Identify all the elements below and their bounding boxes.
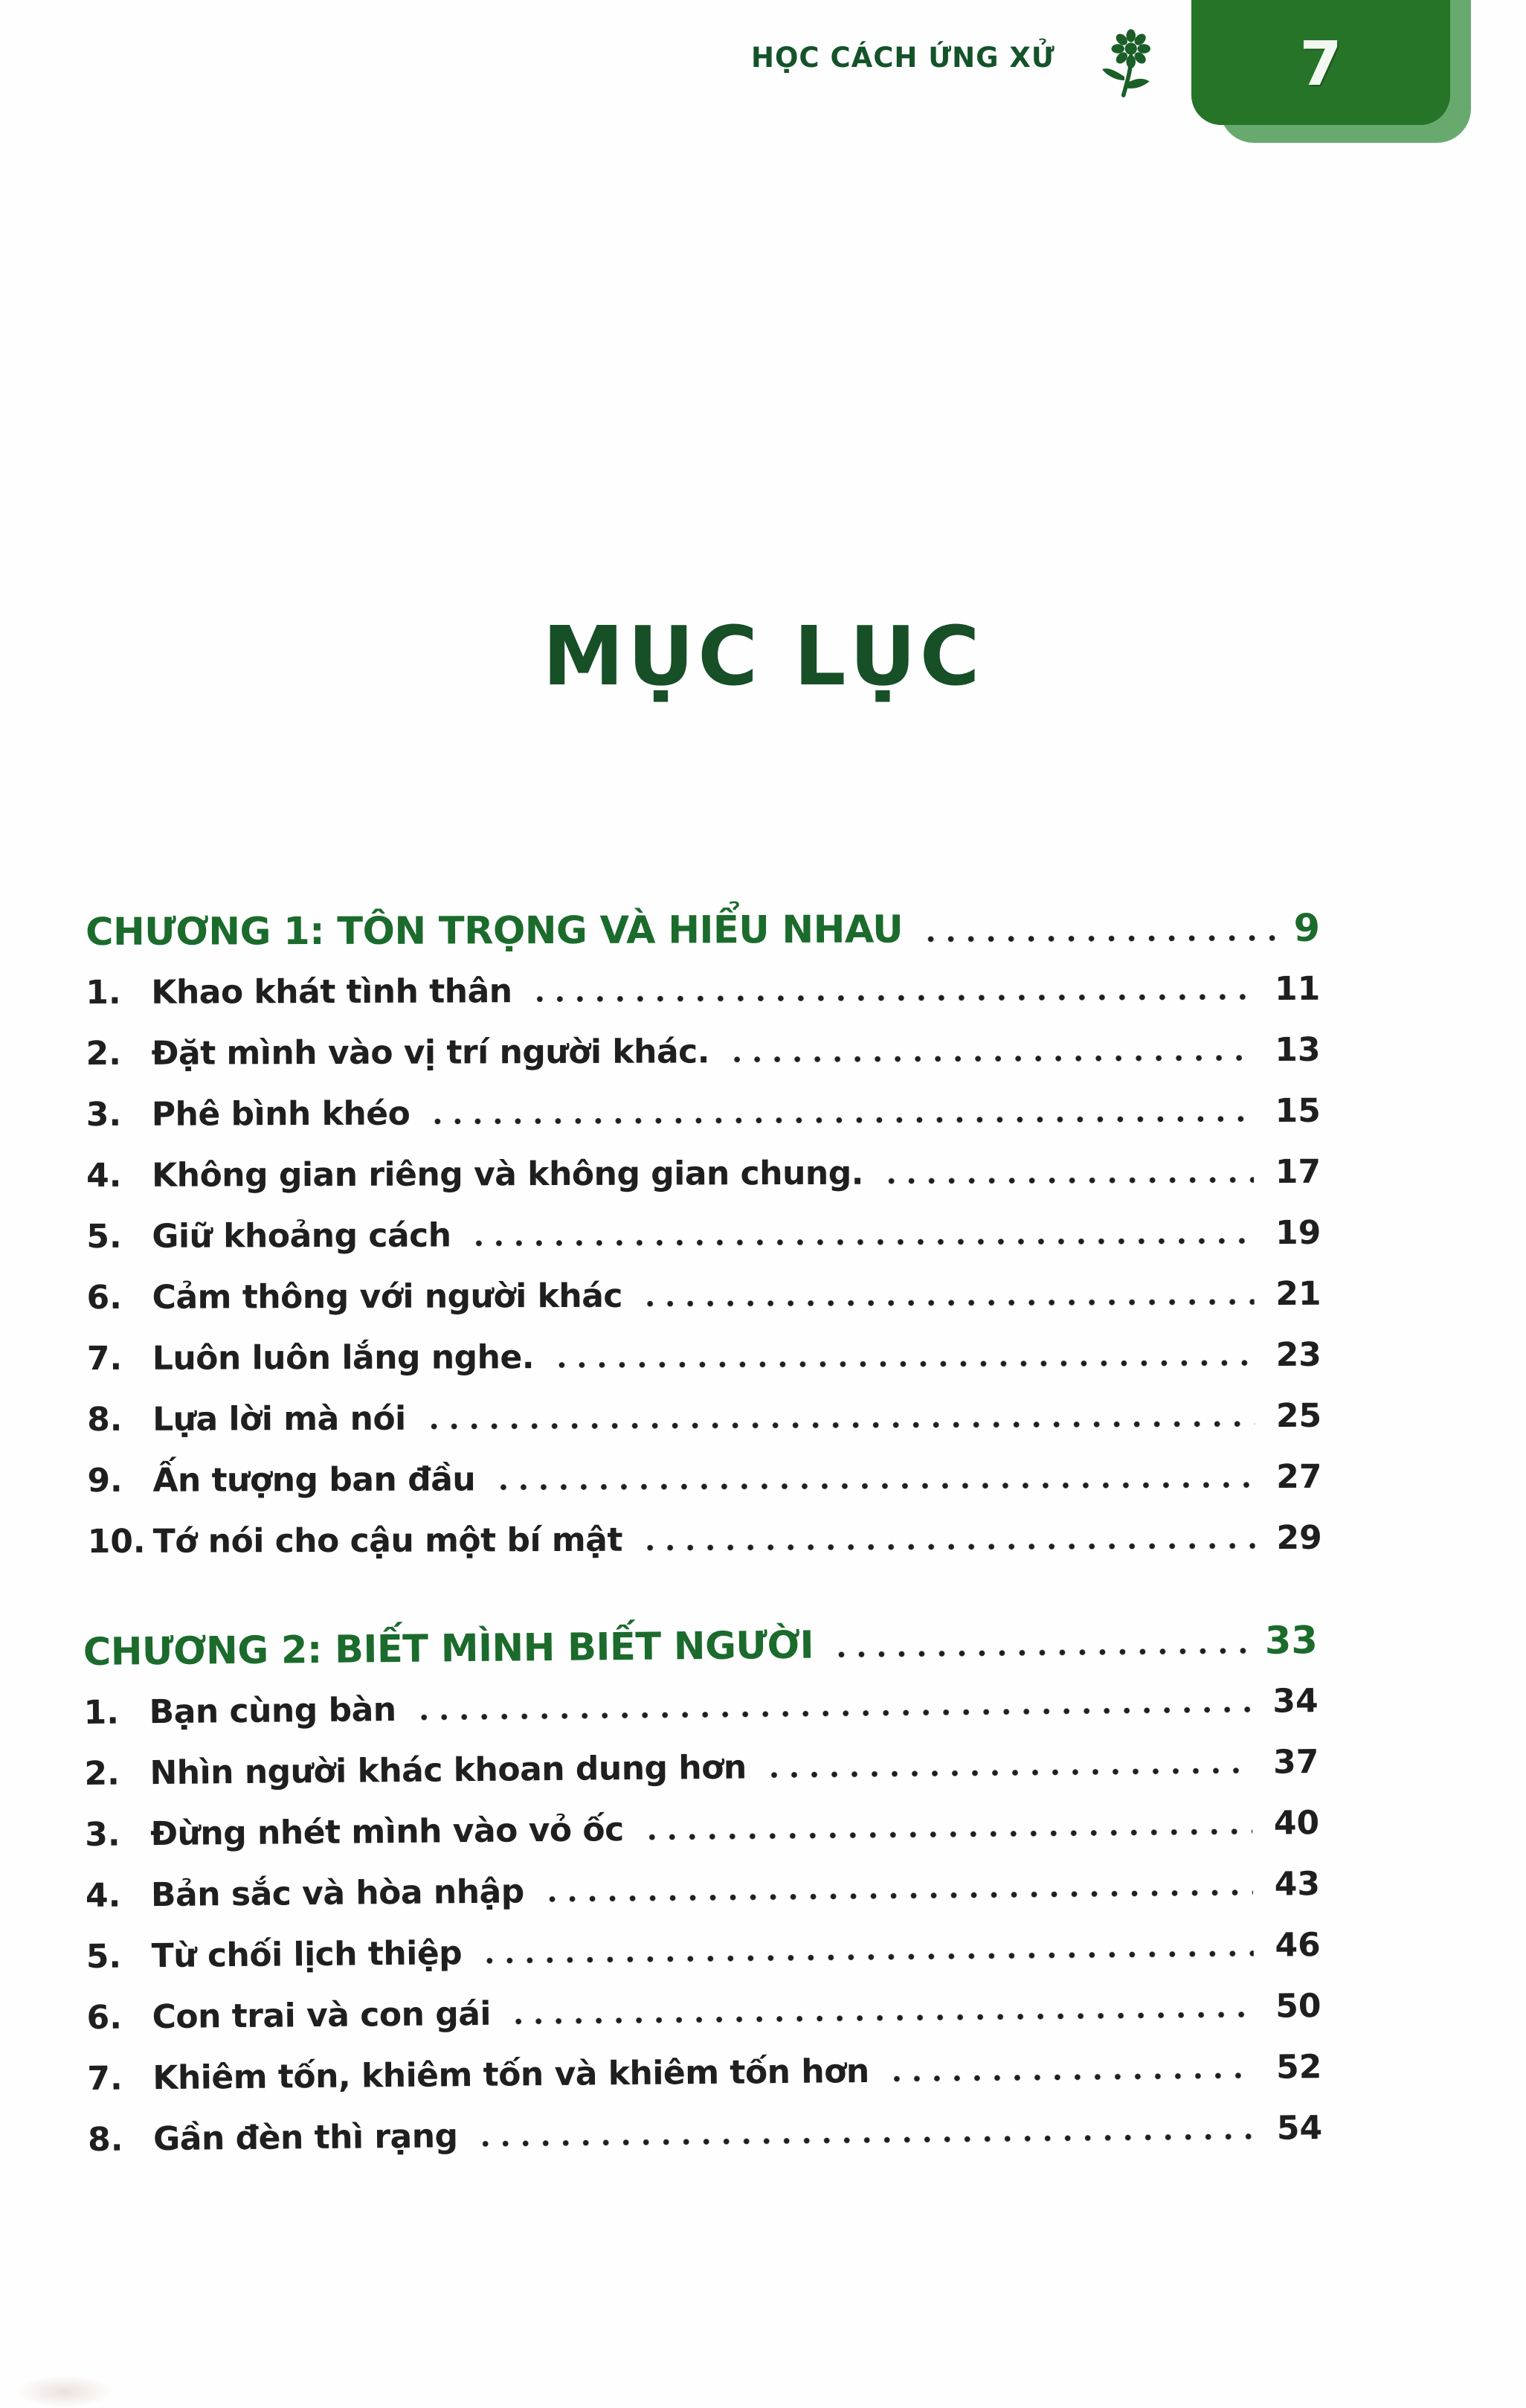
chapter-heading-row	[86, 908, 1320, 954]
toc-item-row	[86, 1152, 1321, 1195]
toc-item-row	[86, 1989, 1321, 2035]
toc-item-page: 52	[1275, 2048, 1322, 2087]
toc-item-title: Con trai và con gái	[152, 1994, 492, 2037]
toc-item-number: 9.	[87, 1461, 123, 1500]
chapter-items	[83, 1684, 1322, 2157]
dot-leader	[476, 2134, 1256, 2147]
page-number-tab	[1191, 0, 1450, 125]
toc-item-number: 3.	[84, 1815, 120, 1855]
toc-item-title: Tớ nói cho cậu một bí mật	[152, 1521, 623, 1561]
toc-item-row	[86, 1091, 1321, 1134]
dot-leader	[642, 1829, 1253, 1840]
toc-item-page: 19	[1275, 1213, 1321, 1252]
toc-item-row	[87, 1457, 1322, 1500]
toc-item-row	[86, 1213, 1321, 1256]
toc-item-title: Cảm thông với người khác	[152, 1277, 623, 1317]
dot-leader	[640, 1299, 1255, 1307]
running-title: HỌC CÁCH ỨNG XỬ	[751, 42, 1055, 74]
toc-item-row	[86, 1335, 1321, 1378]
toc-item-page: 21	[1275, 1274, 1321, 1313]
toc-item-page: 13	[1275, 1030, 1321, 1069]
toc-item-number: 5.	[86, 1937, 122, 1976]
toc-item-page: 46	[1275, 1926, 1321, 1965]
toc-item-page: 29	[1276, 1518, 1322, 1557]
toc-item-page: 37	[1272, 1743, 1319, 1782]
toc-item-row	[88, 2111, 1322, 2157]
toc-item-page: 11	[1275, 969, 1321, 1008]
toc-item-page: 54	[1276, 2109, 1323, 2148]
toc-chapter	[83, 1620, 1323, 2157]
dot-leader	[493, 1482, 1255, 1490]
toc-item-number: 7.	[86, 1339, 123, 1378]
dot-leader	[640, 1543, 1255, 1551]
toc-item-page: 40	[1273, 1804, 1320, 1843]
chapter-label: CHƯƠNG 2: BIẾT MÌNH BIẾT NGƯỜI	[83, 1623, 814, 1675]
chapter-items	[86, 969, 1322, 1561]
dot-leader	[887, 2073, 1255, 2082]
toc-item-number: 4.	[86, 1156, 122, 1195]
dot-leader	[428, 1116, 1254, 1124]
toc-item-page: 27	[1276, 1457, 1322, 1496]
toc-item-title: Không gian riêng và không gian chung.	[152, 1154, 863, 1195]
toc-item-title: Phê bình khéo	[151, 1094, 411, 1134]
dot-leader	[530, 994, 1254, 1002]
dot-leader	[509, 2012, 1255, 2025]
toc-item-number: 2.	[84, 1754, 120, 1794]
dot-leader	[921, 935, 1283, 943]
toc-item-title: Từ chối lịch thiệp	[151, 1934, 463, 1976]
toc-item-number: 8.	[87, 1400, 123, 1439]
flower-icon	[1099, 28, 1157, 103]
toc-item-title: Gần đèn thì rạng	[152, 2117, 458, 2159]
toc-item-title: Đừng nhét mình vào vỏ ốc	[149, 1811, 624, 1854]
dot-leader	[414, 1707, 1252, 1721]
toc-item-page: 34	[1272, 1682, 1319, 1721]
toc-item-row	[87, 1518, 1322, 1561]
scan-smudge	[16, 2375, 113, 2408]
dot-leader	[881, 1177, 1254, 1184]
toc-item-title: Khiêm tốn, khiêm tốn và khiêm tốn hơn	[152, 2052, 869, 2098]
toc-item-row	[86, 1867, 1320, 1913]
toc-item-number: 8.	[87, 2120, 123, 2159]
chapter-page-number: 33	[1264, 1619, 1319, 1663]
toc-item-page: 25	[1275, 1396, 1322, 1435]
toc-item-page: 17	[1275, 1152, 1321, 1191]
toc-item-title: Bản sắc và hòa nhập	[150, 1872, 524, 1915]
dot-leader	[764, 1768, 1252, 1778]
toc-item-number: 1.	[86, 973, 121, 1012]
toc-item-number: 3.	[86, 1095, 122, 1134]
toc-item-row	[84, 1743, 1319, 1794]
toc-item-number: 6.	[86, 1278, 123, 1317]
toc-item-page: 15	[1275, 1091, 1321, 1130]
dot-leader	[469, 1238, 1255, 1246]
dot-leader	[542, 1890, 1253, 1902]
dot-leader	[424, 1421, 1255, 1430]
toc-item-title: Đặt mình vào vị trí người khác.	[151, 1033, 709, 1073]
table-of-contents	[83, 906, 1323, 2184]
toc-item-number: 10.	[87, 1522, 146, 1561]
toc-item-number: 1.	[83, 1693, 120, 1733]
toc-item-title: Ấn tượng ban đầu	[152, 1460, 476, 1500]
toc-item-row	[87, 1396, 1322, 1439]
toc-item-row	[86, 969, 1321, 1012]
dot-leader	[727, 1055, 1254, 1062]
toc-item-row	[83, 1682, 1319, 1733]
chapter-page-number: 9	[1293, 906, 1321, 951]
toc-item-number: 4.	[85, 1876, 121, 1915]
toc-item-row	[86, 1928, 1321, 1974]
toc-item-number: 2.	[86, 1034, 122, 1073]
dot-leader	[552, 1360, 1255, 1368]
dot-leader	[831, 1648, 1255, 1657]
toc-item-page: 50	[1275, 1987, 1321, 2026]
toc-item-row	[84, 1804, 1320, 1855]
toc-item-number: 7.	[87, 2059, 123, 2098]
toc-item-title: Luôn luôn lắng nghe.	[152, 1338, 535, 1378]
toc-item-number: 5.	[86, 1217, 122, 1256]
toc-item-title: Bạn cùng bàn	[149, 1690, 396, 1732]
toc-chapter	[86, 908, 1322, 1559]
toc-item-row	[86, 1030, 1321, 1073]
toc-item-page: 23	[1275, 1335, 1321, 1374]
chapter-label: CHƯƠNG 1: TÔN TRỌNG VÀ HIỂU NHAU	[85, 908, 904, 954]
toc-item-title: Lựa lời mà nói	[152, 1399, 406, 1439]
toc-item-title: Khao khát tình thân	[151, 972, 512, 1012]
chapter-heading-row	[83, 1620, 1318, 1674]
page-number: 7	[1299, 28, 1342, 100]
toc-item-title: Nhìn người khác khoan dung hơn	[149, 1748, 747, 1793]
toc-item-number: 6.	[86, 1998, 123, 2037]
dot-leader	[480, 1951, 1254, 1964]
toc-item-row	[87, 2050, 1321, 2096]
page-title: MỤC LỤC	[542, 609, 984, 704]
toc-item-title: Giữ khoảng cách	[152, 1216, 451, 1256]
toc-item-row	[86, 1274, 1321, 1317]
toc-item-page: 43	[1274, 1865, 1321, 1904]
